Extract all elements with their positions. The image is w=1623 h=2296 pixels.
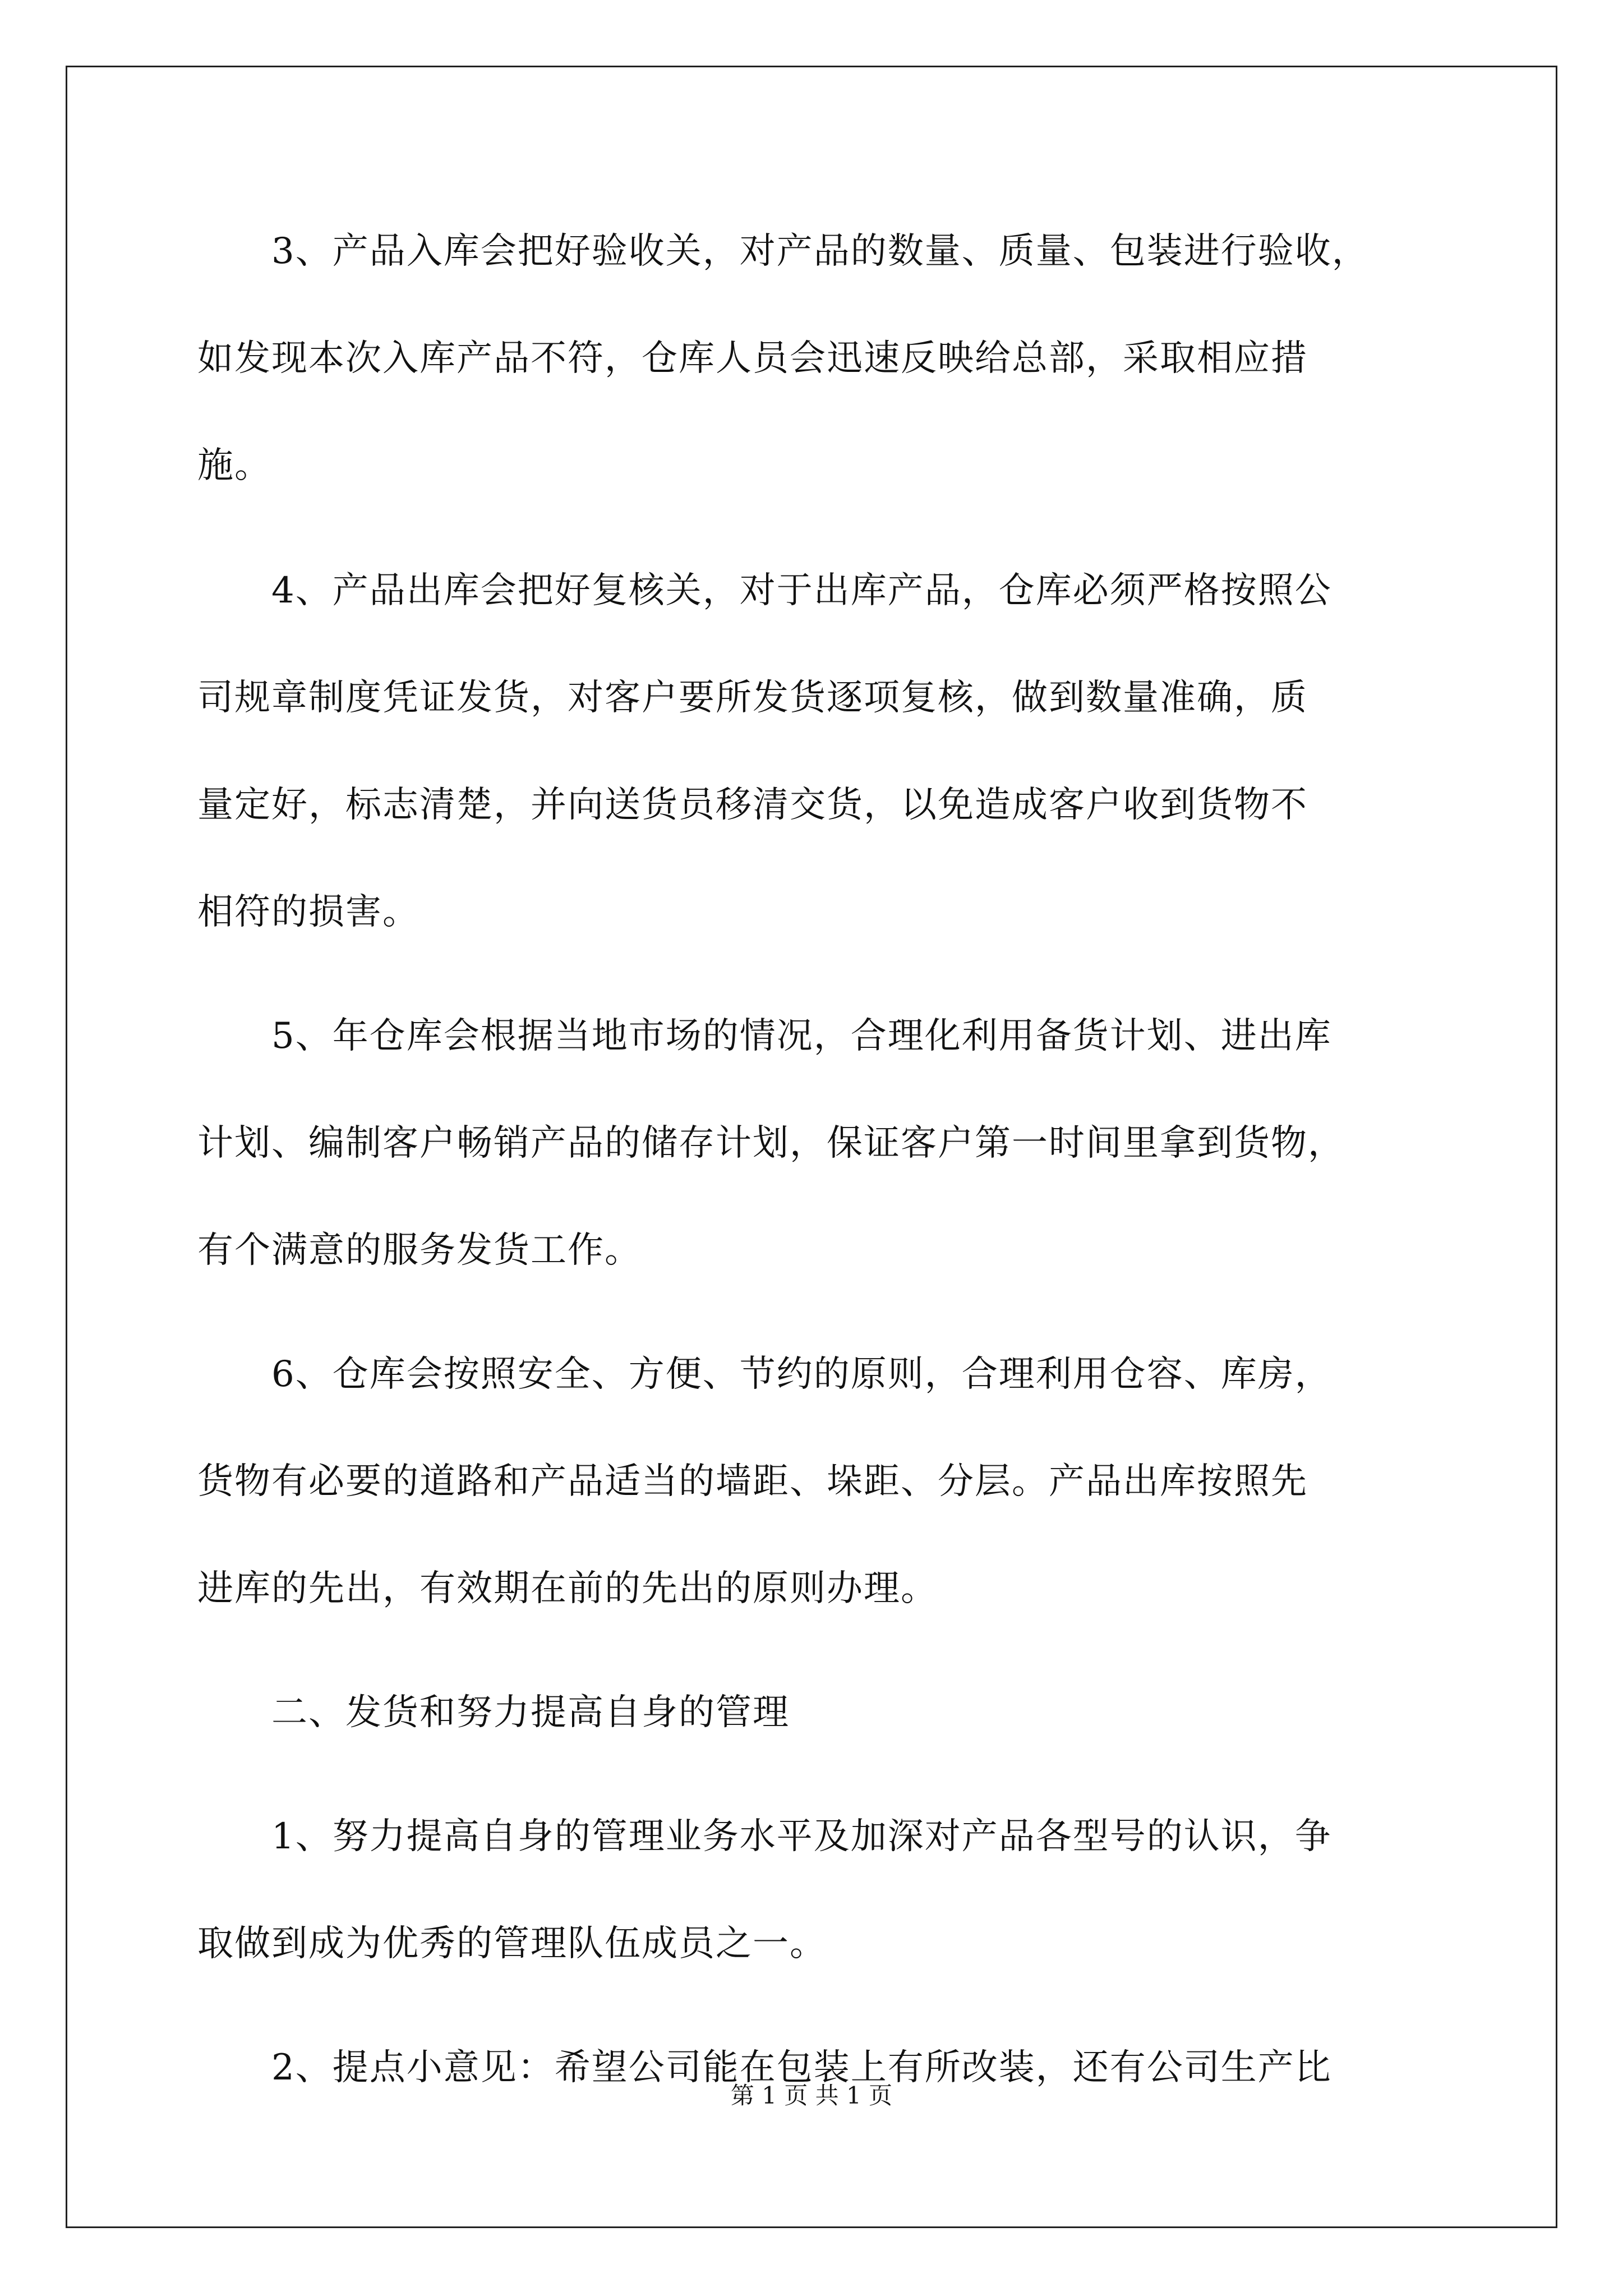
paragraph-line: 货物有必要的道路和产品适当的墙距、垛距、分层。产品出库按照先 xyxy=(197,1461,1308,1502)
paragraph-line: 计划、编制客户畅销产品的储存计划，保证客户第一时间里拿到货物， xyxy=(197,1122,1345,1164)
paragraph-line: 有个满意的服务发货工作。 xyxy=(197,1230,642,1271)
paragraph-line: 5、年仓库会根据当地市场的情况，合理化利用备货计划、进出库 xyxy=(271,1015,1332,1057)
paragraph-line: 施。 xyxy=(197,445,271,486)
section-heading: 二、发货和努力提高自身的管理 xyxy=(271,1692,790,1733)
paragraph-line: 进库的先出，有效期在前的先出的原则办理。 xyxy=(197,1568,938,1609)
paragraph-line: 取做到成为优秀的管理队伍成员之一。 xyxy=(197,1923,827,1964)
paragraph-line: 相符的损害。 xyxy=(197,891,419,933)
paragraph-line: 量定好，标志清楚，并向送货员移清交货，以免造成客户收到货物不 xyxy=(197,784,1308,826)
paragraph-line: 3、产品入库会把好验收关，对产品的数量、质量、包装进行验收， xyxy=(271,231,1369,272)
paragraph-line: 1、努力提高自身的管理业务水平及加深对产品各型号的认识，争 xyxy=(271,1816,1332,1857)
page-number-footer: 第 1 页 共 1 页 xyxy=(730,2082,893,2109)
paragraph-line: 如发现本次入库产品不符，仓库人员会迅速反映给总部，采取相应措 xyxy=(197,338,1308,379)
paragraph-line: 2、提点小意见：希望公司能在包装上有所改装，还有公司生产比 xyxy=(271,2047,1332,2088)
paragraph-line: 6、仓库会按照安全、方便、节约的原则，合理利用仓容、库房， xyxy=(271,1354,1332,1395)
paragraph-line: 司规章制度凭证发货，对客户要所发货逐项复核，做到数量准确，质 xyxy=(197,677,1308,719)
paragraph-line: 4、产品出库会把好复核关，对于出库产品，仓库必须严格按照公 xyxy=(271,570,1332,611)
